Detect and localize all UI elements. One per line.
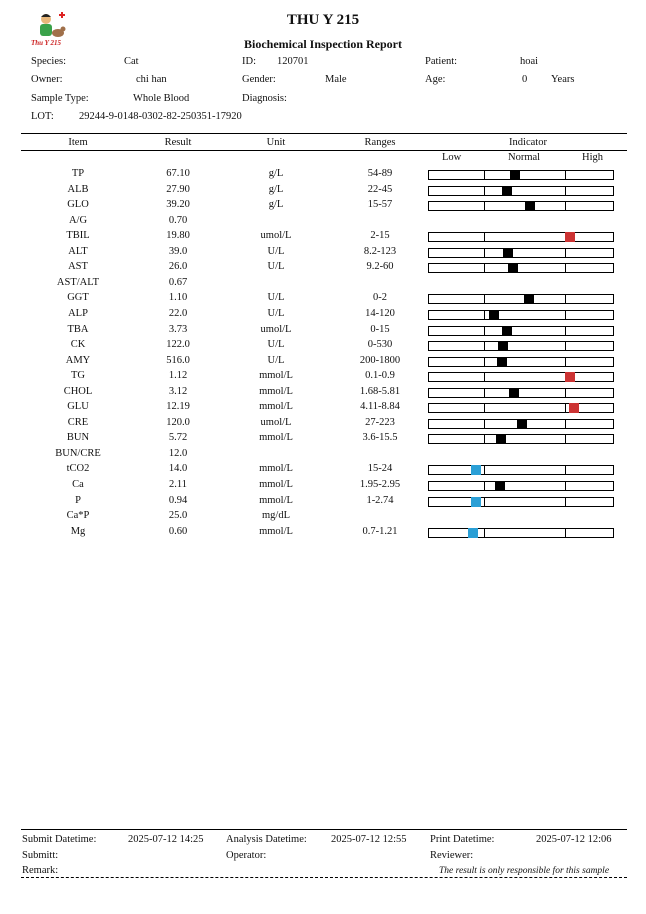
indicator-low-divider bbox=[484, 358, 485, 366]
result-value: 27.90 bbox=[166, 184, 190, 195]
result-unit: U/L bbox=[267, 261, 285, 272]
indicator-high-divider bbox=[565, 171, 566, 179]
result-value: 5.72 bbox=[168, 432, 188, 443]
indicator-high-divider bbox=[565, 295, 566, 303]
result-value: 39.20 bbox=[166, 199, 190, 210]
result-item-name: ALT bbox=[68, 246, 88, 257]
result-value: 0.60 bbox=[168, 526, 188, 537]
remark-label: Remark: bbox=[22, 865, 59, 876]
report-subtitle: Biochemical Inspection Report bbox=[244, 37, 402, 51]
sample-type-label: Sample Type: bbox=[31, 93, 89, 104]
result-range: 2-15 bbox=[370, 230, 390, 241]
result-item-name: TBIL bbox=[66, 230, 90, 241]
indicator-high-divider bbox=[565, 435, 566, 443]
result-value: 0.70 bbox=[168, 215, 188, 226]
result-unit: mmol/L bbox=[259, 463, 293, 474]
result-value: 0.94 bbox=[168, 495, 188, 506]
result-unit: U/L bbox=[267, 292, 285, 303]
result-item-name: BUN bbox=[66, 432, 90, 443]
indicator-marker-low bbox=[471, 465, 481, 475]
indicator-high-divider bbox=[565, 202, 566, 210]
indicator-low-divider bbox=[484, 327, 485, 335]
indicator-high-divider bbox=[565, 358, 566, 366]
indicator-marker-low bbox=[468, 528, 478, 538]
indicator-bar bbox=[428, 341, 614, 351]
result-unit: U/L bbox=[267, 308, 285, 319]
indicator-marker-high bbox=[565, 232, 575, 242]
report-title: THU Y 215 bbox=[286, 12, 360, 28]
result-range: 27-223 bbox=[365, 417, 395, 428]
indicator-high-divider bbox=[565, 342, 566, 350]
result-unit: g/L bbox=[268, 184, 284, 195]
result-value: 12.19 bbox=[166, 401, 190, 412]
owner-label: Owner: bbox=[31, 74, 63, 85]
result-item-name: AST bbox=[68, 261, 88, 272]
result-range: 0-15 bbox=[370, 324, 390, 335]
result-range: 1.95-2.95 bbox=[359, 479, 401, 490]
result-value: 25.0 bbox=[168, 510, 188, 521]
result-item-name: GLO bbox=[67, 199, 89, 210]
indicator-low-divider bbox=[484, 233, 485, 241]
patient-value: hoai bbox=[520, 56, 539, 67]
indicator-bar bbox=[428, 248, 614, 258]
result-item-name: A/G bbox=[68, 215, 88, 226]
indicator-bar bbox=[428, 201, 614, 211]
indicator-high-divider bbox=[565, 327, 566, 335]
gender-label: Gender: bbox=[242, 74, 276, 85]
footer-dashed-rule bbox=[21, 877, 627, 878]
submitter-label: Submitt: bbox=[22, 850, 59, 861]
col-result-header: Result bbox=[164, 137, 192, 148]
indicator-marker-normal bbox=[489, 310, 499, 320]
result-value: 3.73 bbox=[168, 324, 188, 335]
result-value: 12.0 bbox=[168, 448, 188, 459]
indicator-high-divider bbox=[565, 420, 566, 428]
result-unit: g/L bbox=[268, 199, 284, 210]
indicator-low-label: Low bbox=[442, 152, 462, 163]
result-unit: mmol/L bbox=[259, 370, 293, 381]
result-range: 14-120 bbox=[365, 308, 395, 319]
result-value: 14.0 bbox=[168, 463, 188, 474]
result-range: 15-24 bbox=[367, 463, 393, 474]
indicator-high-divider bbox=[565, 264, 566, 272]
indicator-marker-normal bbox=[510, 170, 520, 180]
result-range: 0.1-0.9 bbox=[365, 370, 395, 381]
id-value: 120701 bbox=[277, 56, 309, 67]
indicator-high-divider bbox=[565, 404, 566, 412]
indicator-low-divider bbox=[484, 373, 485, 381]
result-value: 3.12 bbox=[168, 386, 188, 397]
patient-label: Patient: bbox=[425, 56, 458, 67]
indicator-bar bbox=[428, 326, 614, 336]
result-range: 0.7-1.21 bbox=[362, 526, 398, 537]
result-unit: U/L bbox=[267, 246, 285, 257]
result-range: 200-1800 bbox=[359, 355, 401, 366]
result-value: 1.12 bbox=[168, 370, 188, 381]
indicator-bar bbox=[428, 388, 614, 398]
print-datetime-value: 2025-07-12 12:06 bbox=[536, 834, 612, 845]
result-item-name: CK bbox=[70, 339, 86, 350]
result-unit: mg/dL bbox=[262, 510, 290, 521]
indicator-marker-normal bbox=[502, 326, 512, 336]
result-range: 1.68-5.81 bbox=[359, 386, 401, 397]
species-value: Cat bbox=[124, 56, 139, 67]
indicator-high-divider bbox=[565, 498, 566, 506]
result-item-name: ALP bbox=[68, 308, 88, 319]
indicator-marker-normal bbox=[525, 201, 535, 211]
indicator-marker-high bbox=[569, 403, 579, 413]
indicator-marker-normal bbox=[498, 341, 508, 351]
result-item-name: CHOL bbox=[63, 386, 93, 397]
result-item-name: CRE bbox=[67, 417, 89, 428]
result-unit: mmol/L bbox=[259, 386, 293, 397]
lot-value: 29244-9-0148-0302-82-250351-17920 bbox=[79, 111, 242, 122]
result-item-name: Ca bbox=[72, 479, 84, 490]
indicator-high-label: High bbox=[582, 152, 603, 163]
indicator-bar bbox=[428, 434, 614, 444]
result-item-name: TBA bbox=[67, 324, 89, 335]
col-ranges-header: Ranges bbox=[364, 137, 396, 148]
table-top-rule bbox=[21, 133, 627, 134]
indicator-bar bbox=[428, 419, 614, 429]
analysis-datetime-label: Analysis Datetime: bbox=[226, 834, 307, 845]
result-unit: umol/L bbox=[260, 324, 292, 335]
result-value: 0.67 bbox=[168, 277, 188, 288]
result-range: 3.6-15.5 bbox=[362, 432, 398, 443]
lot-label: LOT: bbox=[31, 111, 54, 122]
indicator-low-divider bbox=[484, 420, 485, 428]
result-range: 8.2-123 bbox=[363, 246, 397, 257]
indicator-marker-high bbox=[565, 372, 575, 382]
result-unit: mmol/L bbox=[259, 526, 293, 537]
age-unit: Years bbox=[551, 74, 575, 85]
indicator-bar bbox=[428, 263, 614, 273]
species-label: Species: bbox=[31, 56, 66, 67]
indicator-high-divider bbox=[565, 389, 566, 397]
indicator-bar bbox=[428, 310, 614, 320]
indicator-marker-normal bbox=[517, 419, 527, 429]
result-unit: umol/L bbox=[260, 417, 292, 428]
result-unit: mmol/L bbox=[259, 495, 293, 506]
result-item-name: GGT bbox=[67, 292, 89, 303]
indicator-low-divider bbox=[484, 295, 485, 303]
result-range: 0-530 bbox=[367, 339, 393, 350]
result-item-name: Ca*P bbox=[66, 510, 90, 521]
result-unit: mmol/L bbox=[259, 432, 293, 443]
result-item-name: P bbox=[75, 495, 81, 506]
indicator-bar bbox=[428, 465, 614, 475]
indicator-bar bbox=[428, 497, 614, 507]
print-datetime-label: Print Datetime: bbox=[430, 834, 495, 845]
result-value: 26.0 bbox=[168, 261, 188, 272]
result-range: 4.11-8.84 bbox=[360, 401, 400, 412]
indicator-low-divider bbox=[484, 264, 485, 272]
submit-datetime-label: Submit Datetime: bbox=[22, 834, 97, 845]
indicator-low-divider bbox=[484, 202, 485, 210]
footer-top-rule bbox=[21, 829, 627, 830]
indicator-bar bbox=[428, 186, 614, 196]
reviewer-label: Reviewer: bbox=[430, 850, 474, 861]
col-item-header: Item bbox=[68, 137, 88, 148]
indicator-bar bbox=[428, 481, 614, 491]
owner-value: chi han bbox=[136, 74, 167, 85]
indicator-high-divider bbox=[565, 529, 566, 537]
result-item-name: ALB bbox=[67, 184, 89, 195]
indicator-low-divider bbox=[484, 311, 485, 319]
indicator-normal-label: Normal bbox=[508, 152, 541, 163]
result-range: 9.2-60 bbox=[366, 261, 394, 272]
indicator-marker-low bbox=[471, 497, 481, 507]
indicator-low-divider bbox=[484, 529, 485, 537]
disclaimer-text: The result is only responsible for this sample bbox=[439, 866, 610, 876]
result-item-name: GLU bbox=[67, 401, 89, 412]
indicator-marker-normal bbox=[508, 263, 518, 273]
col-indicator-header: Indicator bbox=[509, 137, 547, 148]
indicator-bar bbox=[428, 403, 614, 413]
analysis-datetime-value: 2025-07-12 12:55 bbox=[331, 834, 407, 845]
indicator-high-divider bbox=[565, 466, 566, 474]
indicator-low-divider bbox=[484, 342, 485, 350]
indicator-low-divider bbox=[484, 498, 485, 506]
result-item-name: AMY bbox=[65, 355, 91, 366]
result-item-name: AST/ALT bbox=[56, 277, 100, 288]
sample-type-value: Whole Blood bbox=[133, 93, 190, 104]
indicator-high-divider bbox=[565, 249, 566, 257]
age-label: Age: bbox=[425, 74, 446, 85]
table-header-rule bbox=[21, 150, 627, 151]
indicator-bar bbox=[428, 528, 614, 538]
indicator-marker-normal bbox=[509, 388, 519, 398]
indicator-low-divider bbox=[484, 389, 485, 397]
result-range: 54-89 bbox=[367, 168, 393, 179]
result-value: 39.0 bbox=[168, 246, 188, 257]
result-item-name: tCO2 bbox=[66, 463, 90, 474]
gender-value: Male bbox=[325, 74, 347, 85]
result-item-name: BUN/CRE bbox=[55, 448, 101, 459]
indicator-low-divider bbox=[484, 187, 485, 195]
submit-datetime-value: 2025-07-12 14:25 bbox=[128, 834, 204, 845]
result-unit: g/L bbox=[268, 168, 284, 179]
result-value: 122.0 bbox=[166, 339, 190, 350]
indicator-marker-normal bbox=[497, 357, 507, 367]
indicator-low-divider bbox=[484, 435, 485, 443]
id-label: ID: bbox=[242, 56, 256, 67]
result-range: 1-2.74 bbox=[366, 495, 394, 506]
result-unit: mmol/L bbox=[259, 479, 293, 490]
indicator-low-divider bbox=[484, 466, 485, 474]
result-value: 1.10 bbox=[168, 292, 188, 303]
result-unit: U/L bbox=[267, 355, 285, 366]
result-unit: mmol/L bbox=[259, 401, 293, 412]
age-value: 0 bbox=[522, 74, 528, 85]
indicator-marker-normal bbox=[503, 248, 513, 258]
logo-text: Thu Y 215 bbox=[31, 39, 61, 47]
indicator-low-divider bbox=[484, 171, 485, 179]
result-value: 2.11 bbox=[169, 479, 187, 490]
result-range: 15-57 bbox=[367, 199, 393, 210]
indicator-bar bbox=[428, 357, 614, 367]
indicator-bar bbox=[428, 170, 614, 180]
result-item-name: TG bbox=[71, 370, 85, 381]
indicator-bar bbox=[428, 372, 614, 382]
indicator-marker-normal bbox=[495, 481, 505, 491]
diagnosis-label: Diagnosis: bbox=[242, 93, 287, 104]
indicator-high-divider bbox=[565, 311, 566, 319]
indicator-low-divider bbox=[484, 249, 485, 257]
result-range: 22-45 bbox=[367, 184, 393, 195]
indicator-bar bbox=[428, 294, 614, 304]
operator-label: Operator: bbox=[226, 850, 267, 861]
indicator-marker-normal bbox=[496, 434, 506, 444]
result-value: 516.0 bbox=[166, 355, 190, 366]
indicator-bar bbox=[428, 232, 614, 242]
result-item-name: Mg bbox=[70, 526, 86, 537]
result-range: 0-2 bbox=[373, 292, 387, 303]
result-value: 19.80 bbox=[166, 230, 190, 241]
col-unit-header: Unit bbox=[266, 137, 286, 148]
indicator-marker-normal bbox=[502, 186, 512, 196]
result-value: 22.0 bbox=[168, 308, 188, 319]
indicator-low-divider bbox=[484, 482, 485, 490]
indicator-high-divider bbox=[565, 482, 566, 490]
result-value: 120.0 bbox=[166, 417, 190, 428]
result-unit: umol/L bbox=[260, 230, 292, 241]
result-item-name: TP bbox=[71, 168, 85, 179]
result-unit: U/L bbox=[267, 339, 285, 350]
result-value: 67.10 bbox=[166, 168, 190, 179]
indicator-low-divider bbox=[484, 404, 485, 412]
indicator-high-divider bbox=[565, 187, 566, 195]
indicator-marker-normal bbox=[524, 294, 534, 304]
